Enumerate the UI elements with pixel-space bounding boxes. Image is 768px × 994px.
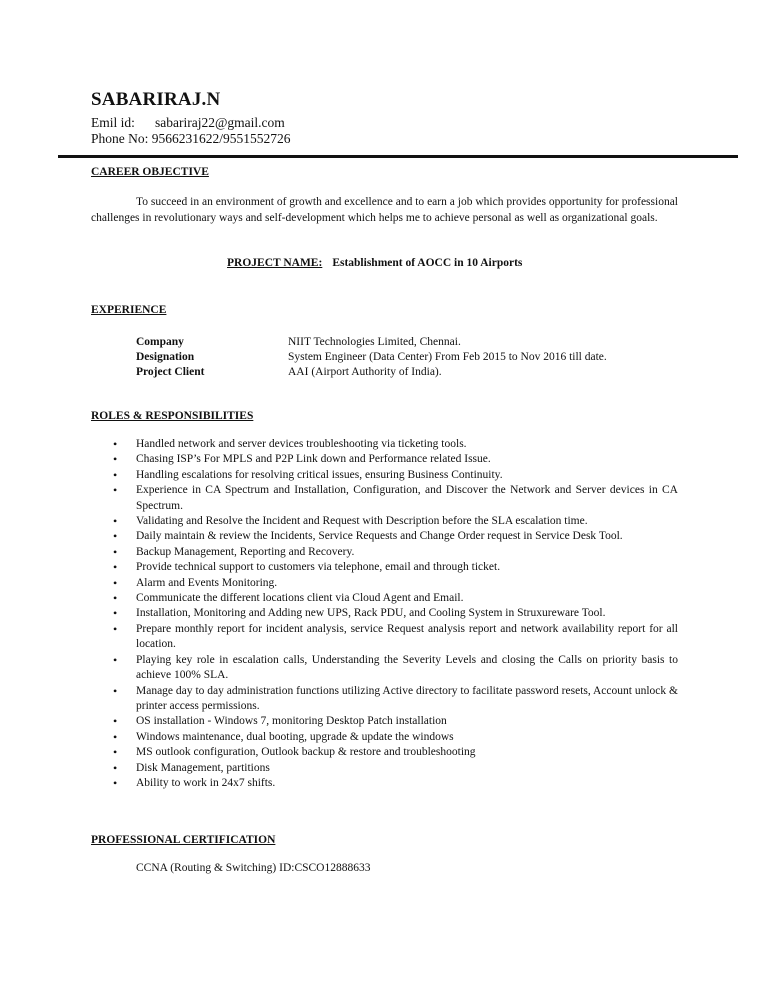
role-item: • OS installation - Windows 7, monitoring Desktop Patch installation	[91, 714, 678, 729]
certification-text: CCNA (Routing & Switching) ID:CSCO12888633	[136, 862, 371, 874]
header-divider	[58, 155, 738, 158]
role-item: • Windows maintenance, dual booting, upgrade & update the windows	[91, 730, 678, 745]
role-item: • Experience in CA Spectrum and Installation, Configuration, and Discover the Network and Server devices in CA Spectrum.	[91, 483, 678, 514]
role-item: • Provide technical support to customers via telephone, email and through ticket.	[91, 560, 678, 575]
experience-heading: EXPERIENCE	[91, 304, 167, 316]
email-label: Emil id:	[91, 115, 135, 130]
phone-line	[91, 130, 291, 147]
experience-value: AAI (Airport Authority of India).	[288, 366, 442, 378]
phone-value: 9566231622/9551552726	[151, 131, 291, 146]
experience-row-company	[136, 336, 461, 348]
experience-row-project-client	[136, 366, 442, 378]
experience-row-designation	[136, 351, 607, 363]
experience-key: Designation	[136, 351, 195, 363]
certification-heading: PROFESSIONAL CERTIFICATION	[91, 834, 276, 846]
role-item: • Validating and Resolve the Incident and Request with Description before the SLA escalation time.	[91, 514, 678, 529]
career-objective-heading: CAREER OBJECTIVE	[91, 166, 209, 178]
email-line	[91, 114, 285, 131]
role-item: • Chasing ISP’s For MPLS and P2P Link down and Performance related Issue.	[91, 452, 678, 467]
experience-value: NIIT Technologies Limited, Chennai.	[288, 336, 461, 348]
role-item: • Handled network and server devices troubleshooting via ticketing tools.	[91, 437, 678, 452]
role-item: • MS outlook configuration, Outlook backup & restore and troubleshooting	[91, 745, 678, 760]
role-item: • Backup Management, Reporting and Recovery.	[91, 545, 678, 560]
project-name-label: PROJECT NAME:	[227, 257, 323, 269]
career-objective-text: To succeed in an environment of growth and excellence and to earn a job which provides opportunity for professional challenges in revolutionary ways and self-development which helps me to achieve personal as well as organizational goals.	[91, 196, 678, 224]
role-item: • Handling escalations for resolving critical issues, ensuring Business Continuity.	[91, 468, 678, 483]
role-item: • Prepare monthly report for incident analysis, service Request analysis report and network availability report for all location.	[91, 622, 678, 653]
role-item: • Communicate the different locations client via Cloud Agent and Email.	[91, 591, 678, 606]
role-item: • Disk Management, partitions	[91, 761, 678, 776]
email-value: sabariraj22@gmail.com	[155, 115, 285, 130]
experience-value: System Engineer (Data Center) From Feb 2015 to Nov 2016 till date.	[288, 351, 607, 363]
role-item: • Manage day to day administration functions utilizing Active directory to facilitate password resets, Account unlock & printer access permissions.	[91, 684, 678, 715]
role-item: • Ability to work in 24x7 shifts.	[91, 776, 678, 791]
experience-key: Project Client	[136, 366, 205, 378]
project-name-line	[227, 257, 522, 269]
candidate-name: SABARIRAJ.N	[91, 89, 221, 110]
experience-key: Company	[136, 336, 184, 348]
role-item: • Alarm and Events Monitoring.	[91, 576, 678, 591]
roles-heading: ROLES & RESPONSIBILITIES	[91, 410, 254, 422]
role-item: • Playing key role in escalation calls, Understanding the Severity Levels and closing the Calls on priority basis to achieve 100% SLA.	[91, 653, 678, 684]
phone-label: Phone No:	[91, 131, 149, 146]
roles-list	[91, 437, 678, 791]
role-item: • Installation, Monitoring and Adding new UPS, Rack PDU, and Cooling System in Struxureware Tool.	[91, 606, 678, 621]
project-name-value: Establishment of AOCC in 10 Airports	[332, 257, 523, 269]
role-item: • Daily maintain & review the Incidents, Service Requests and Change Order request in Service Desk Tool.	[91, 529, 678, 544]
